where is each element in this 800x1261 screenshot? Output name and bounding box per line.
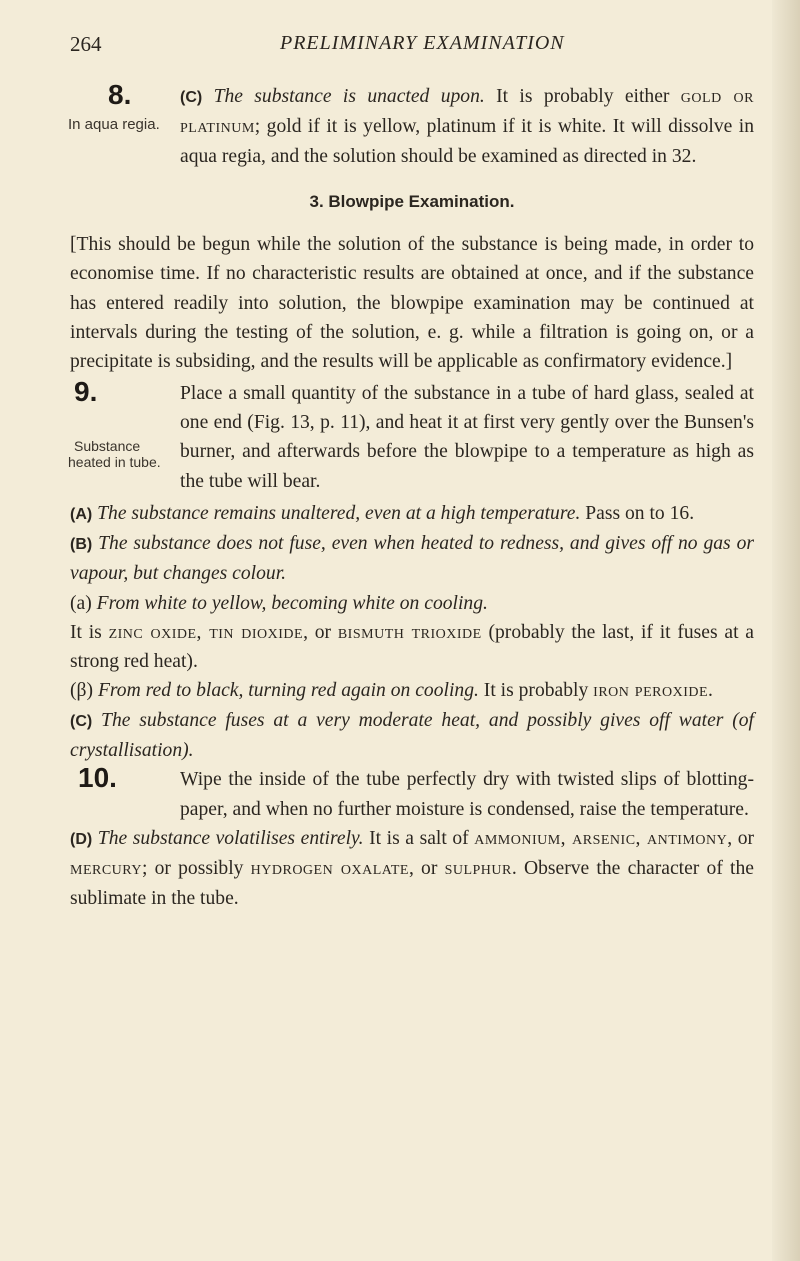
item-label-c2: (C)	[70, 712, 93, 730]
section-9-paragraph: Place a small quantity of the substance in a tube of hard glass, sealed at one end (Fig. 13, p. 11), and heat it at first very gently over the Bunsen's burner, and afterwards before the blowpipe to a temperature as high as the tube will bear.	[180, 382, 754, 492]
item-d	[70, 824, 754, 913]
item-label-b: (B)	[70, 535, 93, 553]
item-a	[70, 499, 754, 529]
item-b-alpha-sc2: bismuth trioxide	[337, 621, 482, 643]
section-8-italic: The substance is unacted upon.	[213, 86, 485, 107]
section-number-9: 9.	[74, 375, 98, 407]
item-b	[70, 529, 754, 589]
item-b-italic: The substance does not fuse, even when heated to redness, and gives off no gas or vapour, but changes colour.	[70, 532, 754, 585]
page-header	[70, 32, 750, 62]
item-b-alpha-italic: From white to yellow, becoming white on cooling.	[96, 592, 488, 614]
item-d-t1: It is a salt of	[363, 827, 475, 849]
section-10-text	[180, 765, 754, 824]
section-10-margin	[70, 762, 180, 823]
item-label-a: (A)	[70, 505, 93, 523]
page-body	[68, 79, 755, 913]
side-note-aqua-regia: In aqua regia.	[68, 116, 160, 133]
running-head: PRELIMINARY EXAMINATION	[280, 32, 565, 54]
section-9-text	[180, 379, 754, 499]
item-b-beta-sc1: iron peroxide	[593, 680, 709, 702]
section-8-text-1: It is probably either	[484, 86, 681, 107]
item-b-beta	[70, 676, 754, 705]
item-b-alpha-sc1: zinc oxide, tin dioxide	[108, 621, 304, 643]
item-d-t4: , or	[408, 858, 445, 880]
item-d-t5: . Observe the character of the sublimate in the tube.	[70, 858, 754, 909]
item-d-sc4: sulphur	[444, 858, 512, 880]
section-10-paragraph: Wipe the inside of the tube perfectly dry with twisted slips of blotting-paper, and when no further moisture is condensed, raise the temperature.	[180, 769, 754, 820]
side-note-substance: Substance	[74, 437, 141, 454]
section-9-margin	[68, 375, 180, 499]
page-number: 264	[70, 32, 102, 56]
section-8-margin	[68, 79, 180, 170]
item-c-italic: The substance fuses at a very moderate heat, and possibly gives off water (of crystallisation).	[70, 709, 754, 762]
section-9	[68, 375, 754, 499]
item-b-alpha-t2: , or	[303, 621, 338, 643]
item-d-t3: ; or possibly	[141, 858, 251, 880]
section-8-text	[180, 82, 754, 171]
item-label-beta: (β)	[70, 680, 94, 702]
section-heading: 3. Blowpipe Examination.	[309, 191, 515, 211]
item-d-sc3: hydrogen oxalate	[250, 858, 409, 880]
section-8-smallcaps: gold or platinum	[180, 86, 754, 138]
item-a-italic: The substance remains unaltered, even at a high temperature.	[97, 502, 581, 524]
item-a-text: Pass on to 16.	[580, 502, 695, 524]
item-b-beta-t2: .	[708, 680, 713, 702]
item-d-italic: The substance volatilises entirely.	[97, 827, 364, 849]
item-b-beta-t1: It is probably	[478, 680, 594, 702]
item-label-alpha: (a)	[70, 592, 92, 614]
item-b-alpha-t1: It is	[70, 621, 109, 643]
section-8	[68, 79, 754, 171]
section-number-8: 8.	[108, 79, 132, 110]
page-edge-shadow	[772, 0, 800, 1261]
section-10	[70, 762, 754, 824]
item-d-t2: , or	[727, 827, 755, 849]
side-note-heated-in-tube: heated in tube.	[68, 453, 161, 470]
item-b-alpha-t3: (probably the last, if it fuses at a strong red heat).	[70, 621, 754, 673]
bracket-paragraph: [This should be begun while the solution of the substance is being made, in order to economise time. If no characteristic results are obtained at once, and if the substance has entered readily into solution, the blowpipe examination may be continued at intervals during the testing of the solution, e. g. while a filtration is going on, or a precipitate is subsiding, and the results will be applicable as confirmatory evidence.]	[70, 234, 754, 373]
item-label-d: (D)	[70, 830, 93, 848]
item-d-sc1: ammonium, arsenic, antimony	[474, 827, 728, 849]
section-number-10: 10.	[78, 762, 117, 794]
item-label-c: (C)	[180, 89, 203, 106]
item-d-sc2: mercury	[70, 858, 142, 880]
item-b-beta-italic: From red to black, turning red again on cooling.	[97, 680, 479, 702]
item-b-alpha	[70, 589, 754, 677]
item-c	[70, 706, 754, 766]
section-8-text-2: ; gold if it is yellow, platinum if it is white. It will dissolve in aqua regia, and the solution should be examined as directed in 32.	[180, 116, 754, 167]
